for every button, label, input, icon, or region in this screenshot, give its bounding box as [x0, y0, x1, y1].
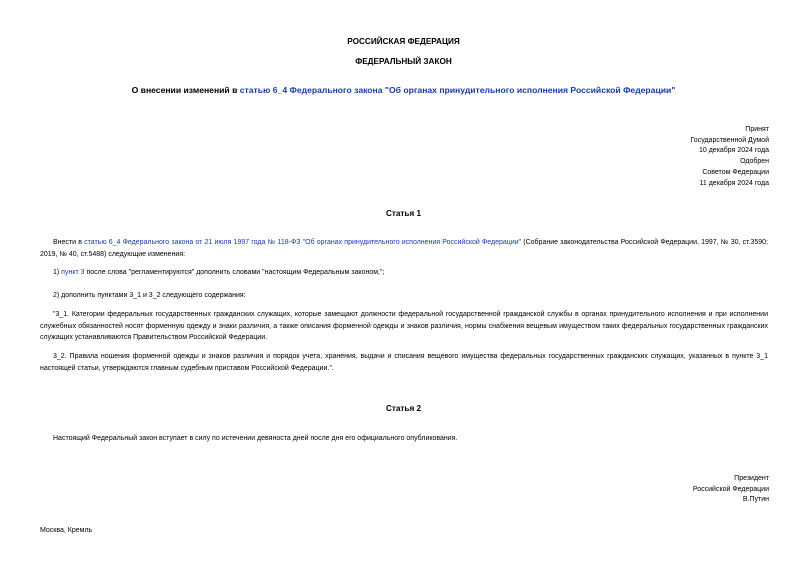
adoption-line: Одобрен — [740, 158, 769, 166]
signature-line: Президент — [734, 475, 769, 482]
adoption-block — [569, 125, 769, 189]
paragraph-3-2: 3_2. Правила ношения форменной одежды и знаков различия и порядок учета, хранения, выдачи и списания вещевого имущества федеральных государственных гражданских служащих, указанных в пункте 3_1 настоящей статьи, утверждаются главным судебным приставом Российской Федерации.". — [40, 353, 768, 372]
law-type-heading: ФЕДЕРАЛЬНЫЙ ЗАКОН — [355, 57, 452, 66]
item-1-suffix: после слова "регламентируются" дополнить словами "настоящим Федеральным законом,"; — [84, 269, 385, 276]
signature-line: В.Путин — [742, 496, 769, 504]
article-2-text: Настоящий Федеральный закон вступает в силу по истечении девяноста дней после дня его официального опубликования. — [53, 435, 458, 442]
signature-block — [569, 474, 769, 506]
adoption-line: Государственной Думой — [690, 136, 769, 144]
signature-line: Российской Федерации — [692, 485, 769, 493]
adoption-line: 11 декабря 2024 года — [699, 179, 769, 187]
place-of-signing: Москва, Кремль — [40, 527, 93, 534]
article-2-heading: Статья 2 — [385, 404, 422, 413]
law-title-prefix: О внесении изменений в — [131, 85, 240, 95]
article-1-intro-suffix: (Собрание законодательства Российской Федерации, 1997, № 30, ст.3590; 2019, № 40, ст.5488) следующие изменения: — [40, 239, 768, 258]
article-1-heading: Статья 1 — [385, 209, 422, 218]
adoption-line: Принят — [745, 126, 769, 133]
adoption-line: Советом Федерации — [702, 168, 769, 176]
item-1-link[interactable]: пункт 3 — [61, 269, 85, 276]
article-1-intro — [40, 237, 768, 260]
adoption-line: 10 декабря 2024 года — [698, 147, 769, 155]
paragraph-3-1: "3_1. Категории федеральных государственных гражданских служащих, которые замещают должности федеральной государственной гражданской службы в органах принудительного исполнения и при исполнении служебных обязанностей носят форменную одежду и знаки различия, а также описания форменной одежды и знаков различия, нормы снабжения вещевым имуществом таких федеральных государственных гражданских служащих устанавливаются Правительством Российской Федерации. — [40, 311, 768, 342]
country-heading: РОССИЙСКАЯ ФЕДЕРАЦИЯ — [347, 37, 460, 46]
article-1-item-1 — [53, 267, 768, 279]
article-1-item-2: 2) дополнить пунктами 3_1 и 3_2 следующего содержания: — [53, 292, 246, 299]
law-title — [0, 85, 807, 97]
article-1-intro-prefix: Внести в — [53, 239, 85, 246]
law-title-link[interactable]: статью 6_4 Федерального закона "Об органах принудительного исполнения Российской Федерации" — [239, 85, 676, 95]
item-1-prefix: 1) — [53, 269, 62, 276]
article-1-intro-link[interactable]: статью 6_4 Федерального закона от 21 июля 1997 года № 118-ФЗ "Об органах принудительного исполнения Российской Федерации" — [84, 239, 522, 246]
